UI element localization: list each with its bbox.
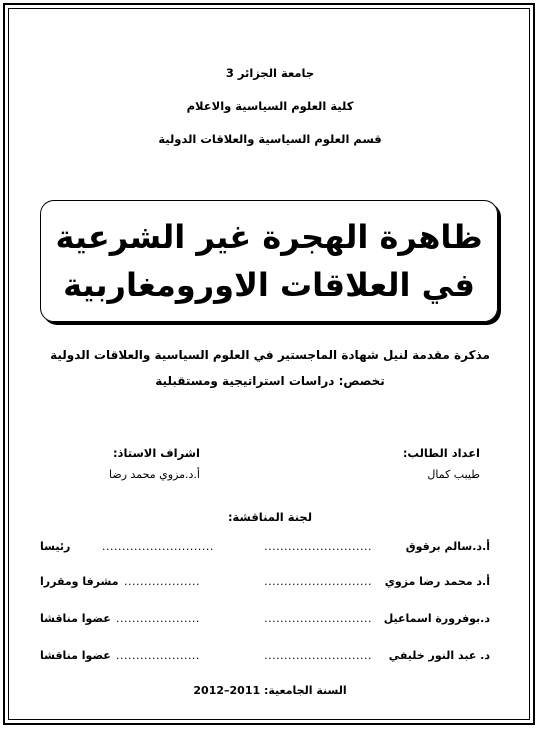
student-name: طيبب كمال xyxy=(427,468,480,481)
member-name: أ.د محمد رضا مزوي xyxy=(384,575,490,588)
dotted-leader: ................... xyxy=(124,575,200,588)
committee-heading: لجنة المناقشة: xyxy=(227,510,313,524)
dotted-leader: ........................... xyxy=(264,612,372,625)
member-name: د. عبد النور خليفي xyxy=(388,649,490,662)
title-box xyxy=(40,200,498,322)
member-name: أ.د.سالم برقوق xyxy=(405,540,490,553)
dotted-leader: ........................... xyxy=(264,575,372,588)
academic-year: السنة الجامعية: 2011–2012 xyxy=(193,684,347,697)
supervisor-label: اشراف الاستاذ: xyxy=(112,446,200,460)
member-name: د.بوفرورة اسماعيل xyxy=(383,612,490,625)
department-name: قسم العلوم السياسية والعلاقات الدولية xyxy=(158,132,382,146)
title-line-1: ظاهرة الهجرة غير الشرعية xyxy=(55,218,483,256)
member-role: رئيسا xyxy=(40,540,71,553)
member-role: عضوا مناقشا xyxy=(40,649,111,662)
title-line-2: في العلاقات الاورومغاربية xyxy=(63,266,475,304)
university-name: جامعة الجزائر 3 xyxy=(225,66,315,80)
member-role: مشرفا ومقررا xyxy=(40,575,119,588)
faculty-name: كلية العلوم السياسية والاعلام xyxy=(186,99,354,113)
dotted-leader: ............................ xyxy=(102,540,214,553)
dotted-leader: ..................... xyxy=(116,612,200,625)
member-role: عضوا مناقشا xyxy=(40,612,111,625)
supervisor-name: أ.د.مزوي محمد رضا xyxy=(109,468,200,481)
specialty: تخصص: دراسات استراتيجية ومستقبلية xyxy=(155,374,385,388)
dotted-leader: ........................... xyxy=(264,649,372,662)
dotted-leader: ........................... xyxy=(264,540,372,553)
dotted-leader: ..................... xyxy=(116,649,200,662)
memo-description: مذكرة مقدمة لنيل شهادة الماجستير في العلوم السياسية والعلاقات الدولية xyxy=(50,348,490,362)
student-label: اعداد الطالب: xyxy=(402,446,480,460)
